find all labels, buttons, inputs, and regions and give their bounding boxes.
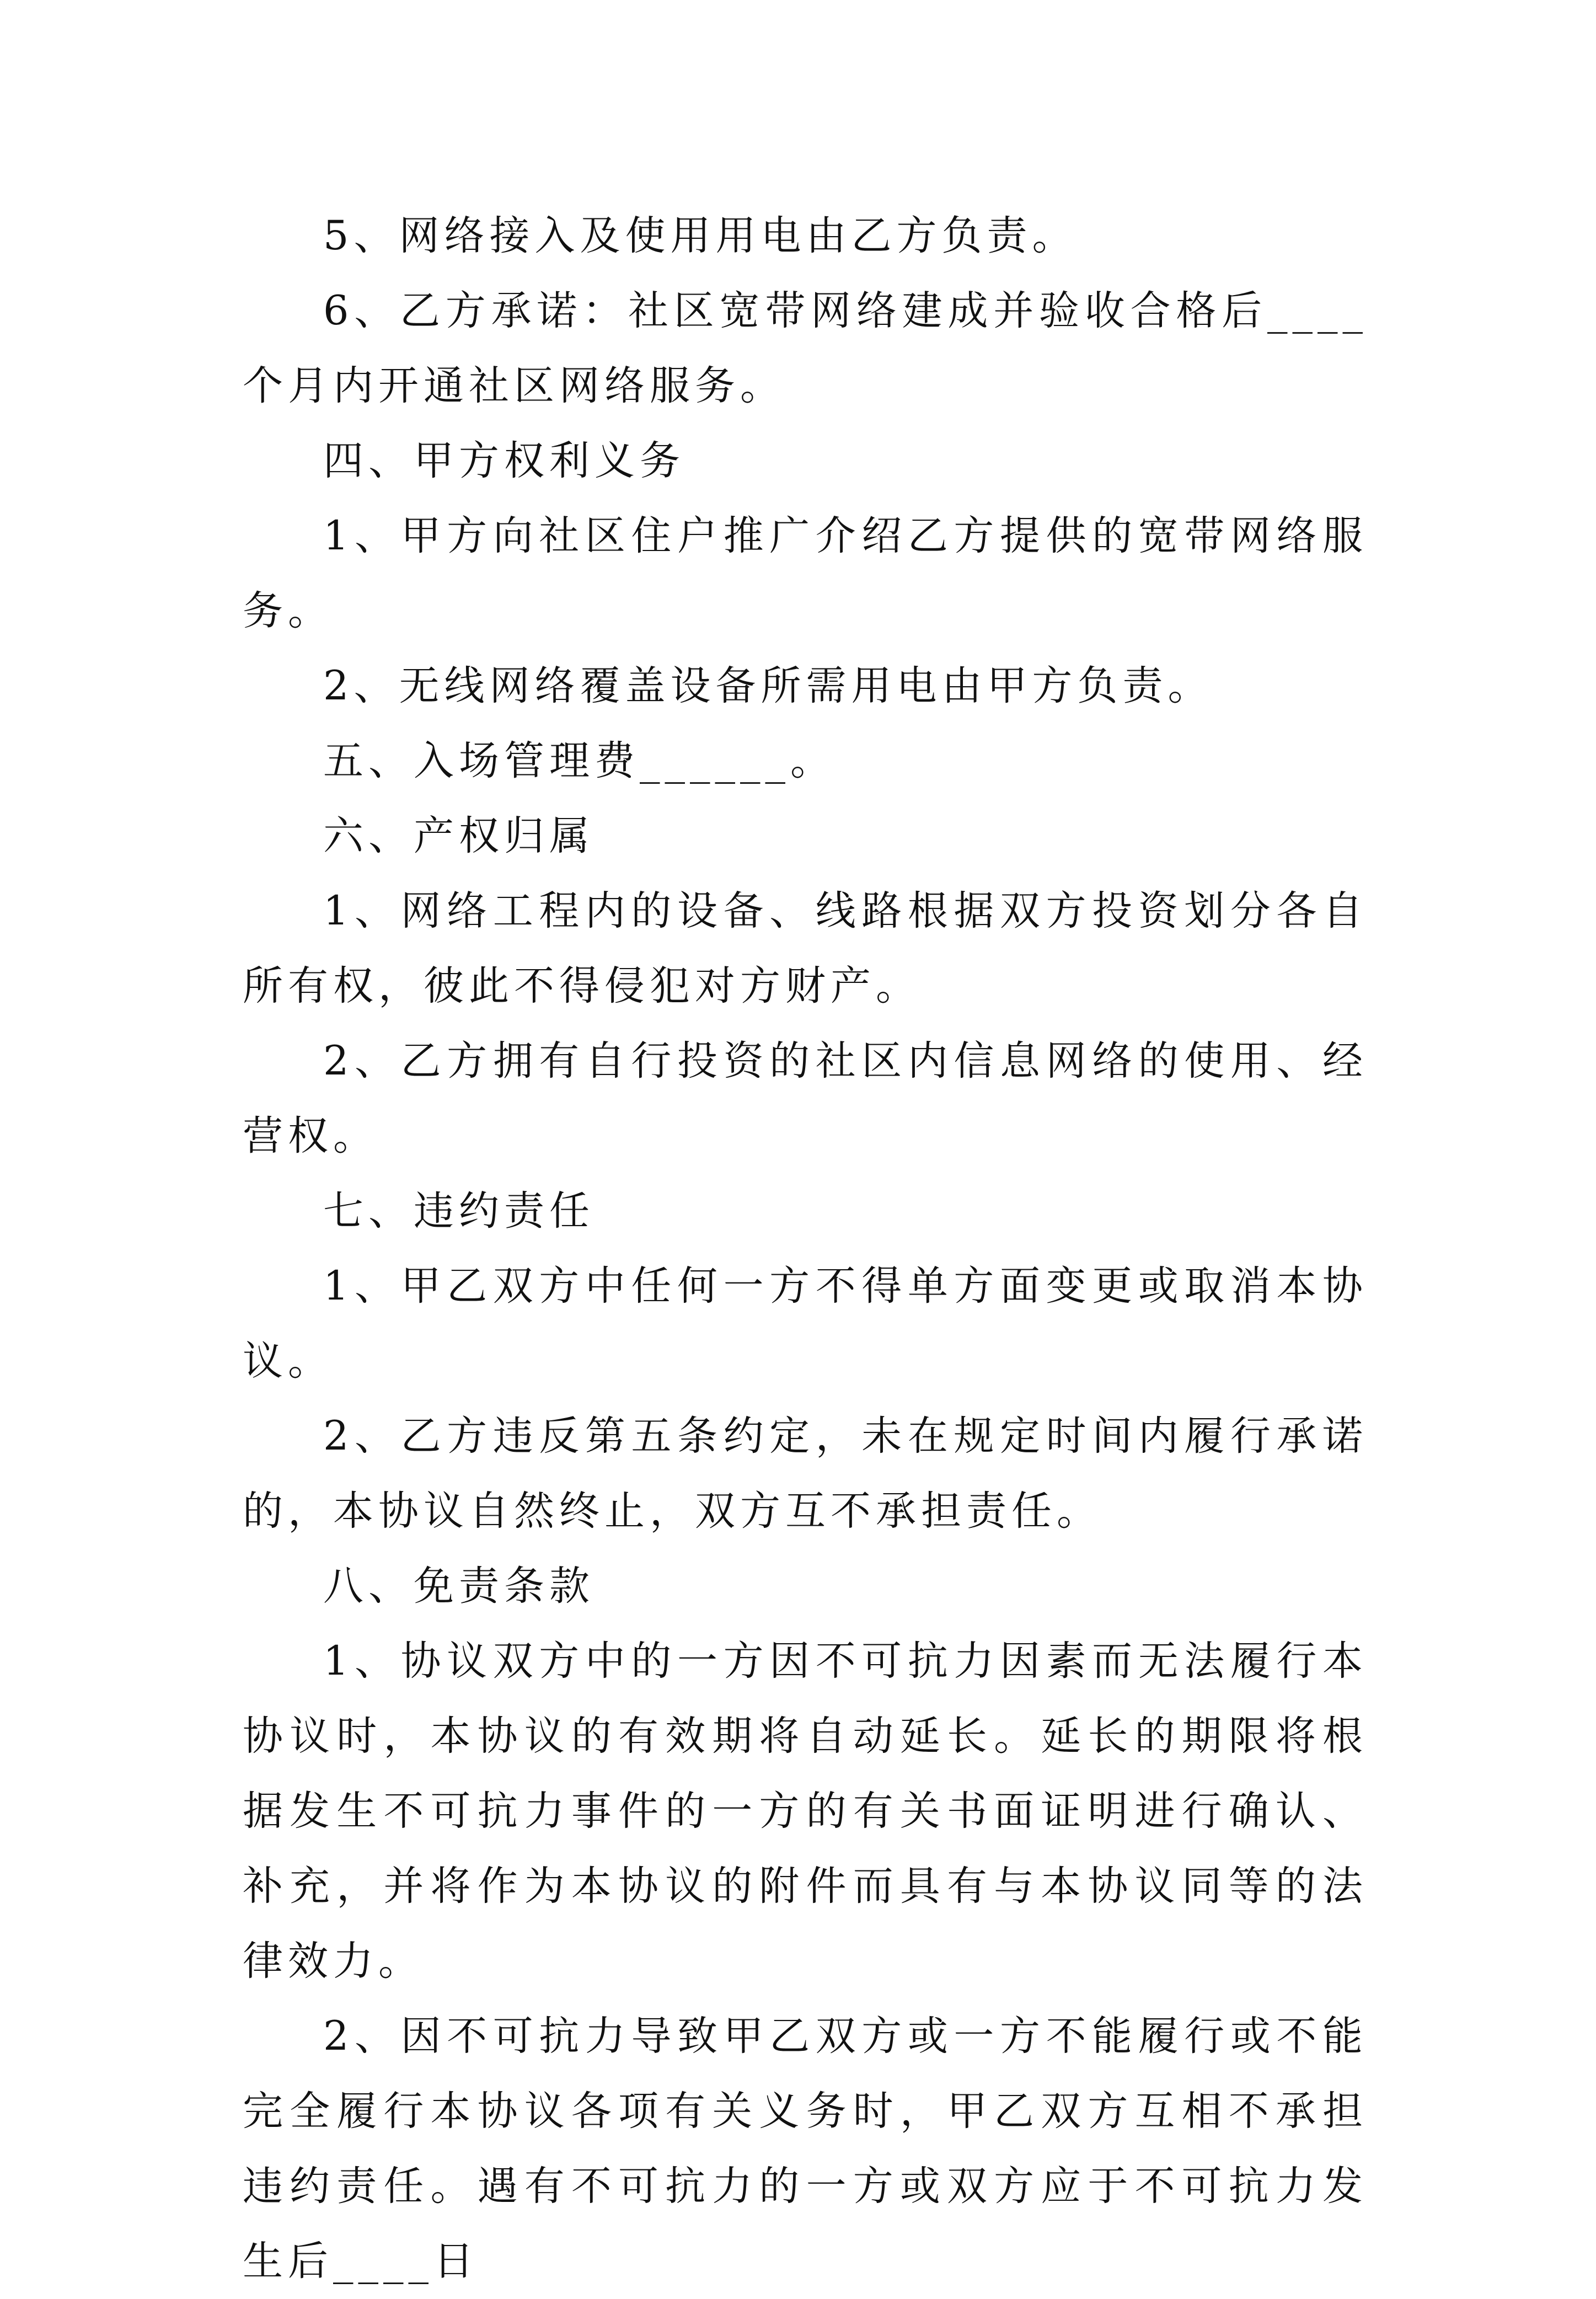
paragraph-liability-2: 2、乙方违反第五条约定，未在规定时间内履行承诺的，本协议自然终止，双方互不承担责任。 [243, 1413, 1368, 1535]
paragraph-clause-6: 6、乙方承诺：社区宽带网络建成并验收合格后____个月内开通社区网络服务。 [243, 287, 1368, 409]
paragraph-ownership-1: 1、网络工程内的设备、线路根据双方投资划分各自所有权，彼此不得侵犯对方财产。 [243, 887, 1368, 1009]
section-heading-liability: 七、违约责任 [323, 1188, 595, 1234]
document-body [243, 199, 1368, 2299]
paragraph-liability-1: 1、甲乙双方中任何一方不得单方面变更或取消本协议。 [243, 1263, 1368, 1384]
paragraph-party-a-2: 2、无线网络覆盖设备所需用电由甲方负责。 [323, 662, 1213, 709]
paragraph-clause-5: 5、网络接入及使用用电由乙方负责。 [323, 212, 1078, 259]
section-heading-ownership: 六、产权归属 [323, 812, 595, 859]
paragraph-exemption-1: 1、协议双方中的一方因不可抗力因素而无法履行本协议时，本协议的有效期将自动延长。延长的期限将根据发生不可抗力事件的一方的有关书面证明进行确认、补充，并将作为本协议的附件而具有与本协议同等的法律效力。 [243, 1638, 1368, 1985]
section-heading-exemption: 八、免责条款 [323, 1563, 595, 1610]
paragraph-ownership-2: 2、乙方拥有自行投资的社区内信息网络的使用、经营权。 [243, 1038, 1368, 1159]
section-heading-entry-fee: 五、入场管理费______。 [323, 737, 836, 784]
paragraph-party-a-1: 1、甲方向社区住户推广介绍乙方提供的宽带网络服务。 [243, 512, 1368, 634]
section-heading-party-a-rights: 四、甲方权利义务 [323, 437, 685, 484]
paragraph-exemption-2: 2、因不可抗力导致甲乙双方或一方不能履行或不能完全履行本协议各项有关义务时，甲乙双方互相不承担违约责任。遇有不可抗力的一方或双方应于不可抗力发生后____日 [243, 2013, 1368, 2285]
